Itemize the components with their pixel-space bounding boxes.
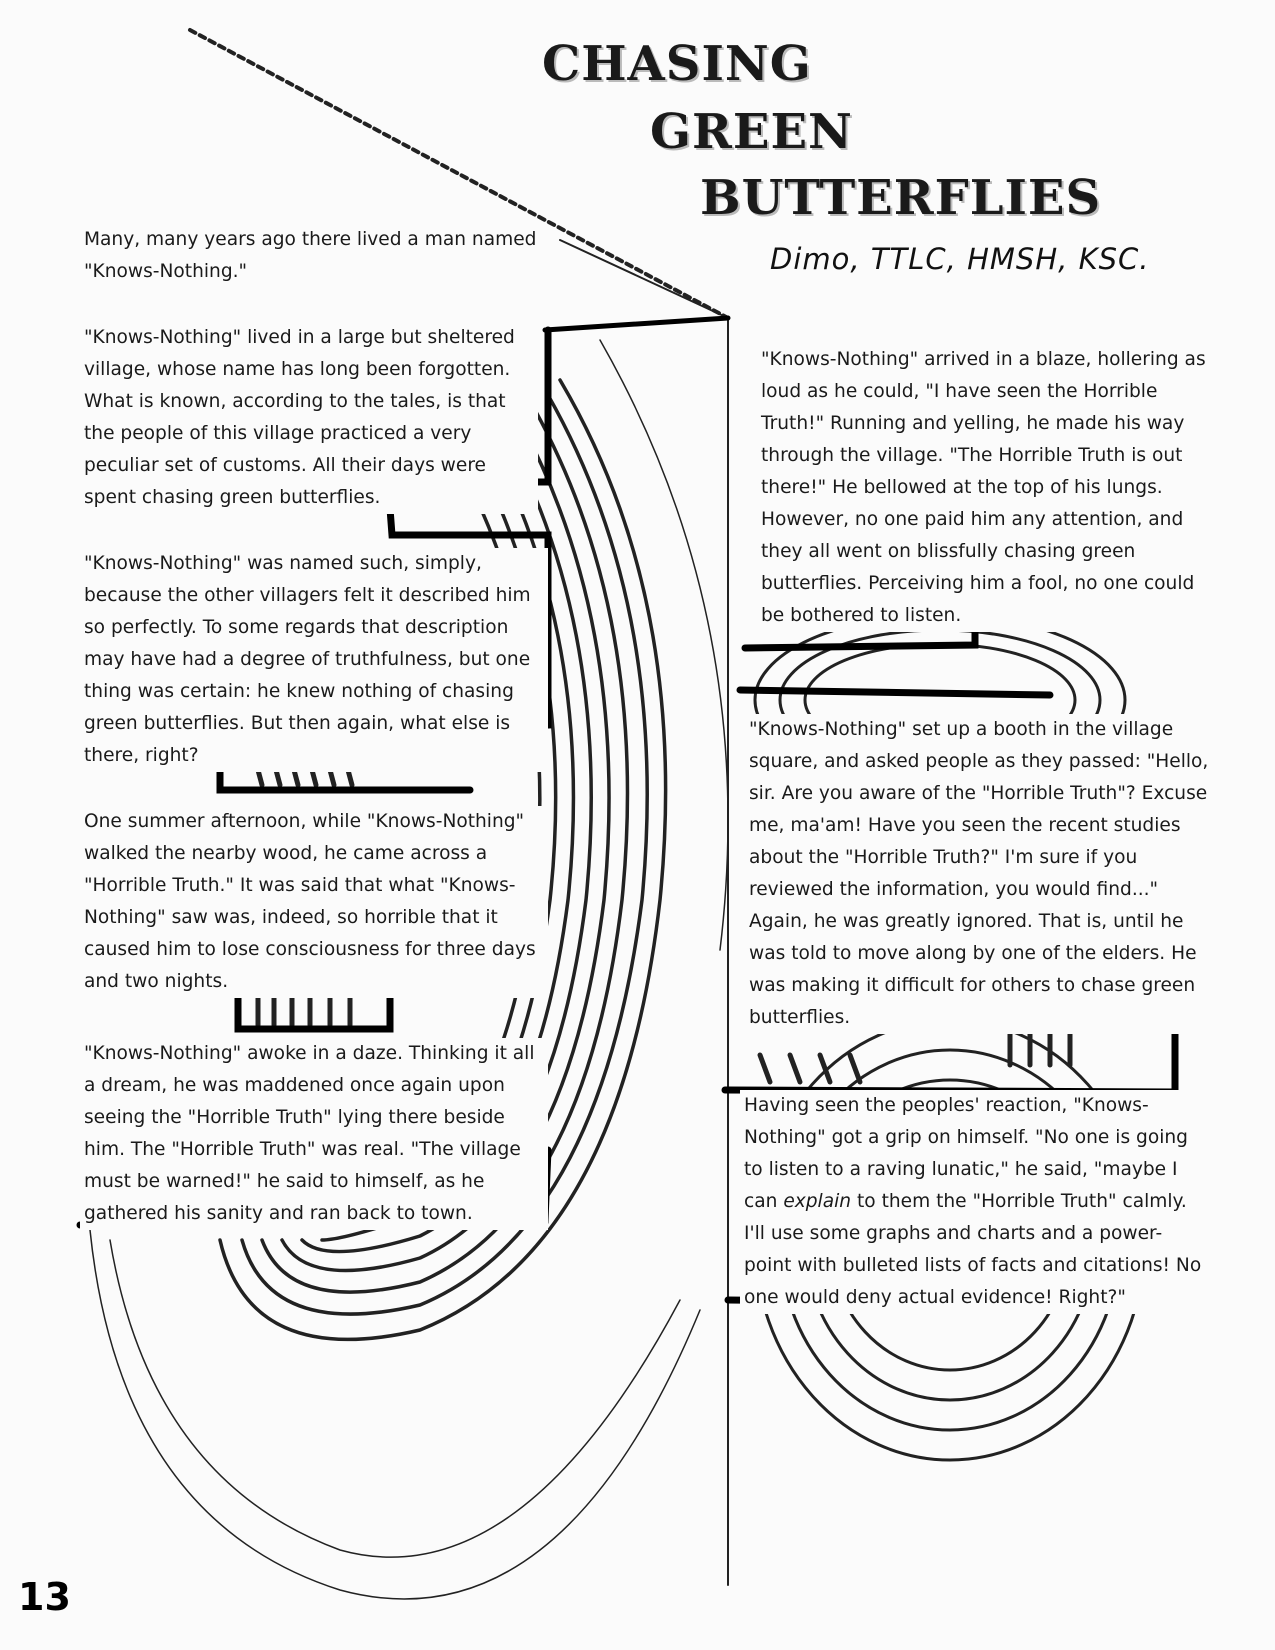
paragraph-3: "Knows-Nothing" was named such, simply, because the other villagers felt it described him so perfectly. To some regards that description may have had a degree of truthfulness, but one thing was certain: he knew nothing of chasing green butterflies. But then again, what else is there, right? [80,548,548,772]
paragraph-6: "Knows-Nothing" arrived in a blaze, hollering as loud as he could, "I have seen the Horrible Truth!" Running and yelling, he made his way through the village. "The Horrible Truth is out there!" He bellowed at the top of his lungs. However, no one paid him any attention, and they all went on blissfully chasing green butterflies. Perceiving him a fool, no one could be bothered to listen. [757,344,1215,632]
paragraph-5: "Knows-Nothing" awoke in a daze. Thinking it all a dream, he was maddened once again upon seeing the "Horrible Truth" lying there beside him. The "Horrible Truth" was real. "The village must be warned!" he said to himself, as he gathered his sanity and ran back to town. [80,1038,548,1230]
byline: Dimo, TTLC, HMSH, KSC. [770,242,1150,276]
title-line-2: GREEN [644,106,859,159]
paragraph-8-end: to them the "Horrible Truth" calmly. I'll use some graphs and charts and a power-point with bulleted lists of facts and citations! No one would deny actual evidence! Right?" [744,1191,1202,1308]
paragraph-7: "Knows-Nothing" set up a booth in the village square, and asked people as they passed: "Hello, sir. Are you aware of the "Horrible Truth"? Excuse me, ma'am! Have you seen the recent studies about the "Horrible Truth?" I'm sure if you reviewed the information, you would find..." Again, he was greatly ignored. That is, until he was told to move along by one of the elders. He was making it difficult for others to chase green butterflies. [745,714,1213,1034]
paragraph-2: "Knows-Nothing" lived in a large but sheltered village, whose name has long been forgotten. What is known, according to the tales, is that the people of this village practiced a very peculiar set of customs. All their days were spent chasing green butterflies. [80,322,538,514]
title-line-1: CHASING [536,38,818,91]
paragraph-4: One summer afternoon, while "Knows-Nothing" walked the nearby wood, he came across a "Horrible Truth." It was said that what "Knows-Nothing" saw was, indeed, so horrible that it caused him to lose consciousness for three days and two nights. [80,806,548,998]
paragraph-1: Many, many years ago there lived a man named "Knows-Nothing." [80,224,548,288]
paragraph-8-emphasis: explain [783,1191,852,1212]
title-line-3: BUTTERFLIES [694,172,1107,225]
page-number: 13 [18,1575,71,1619]
paragraph-8 [740,1090,1208,1314]
paragraph-8-start: Having seen the peoples' reaction, "Knows-Nothing" got a grip on himself. "No one is going to listen to a raving lunatic," he said, "maybe I can [744,1095,1188,1212]
